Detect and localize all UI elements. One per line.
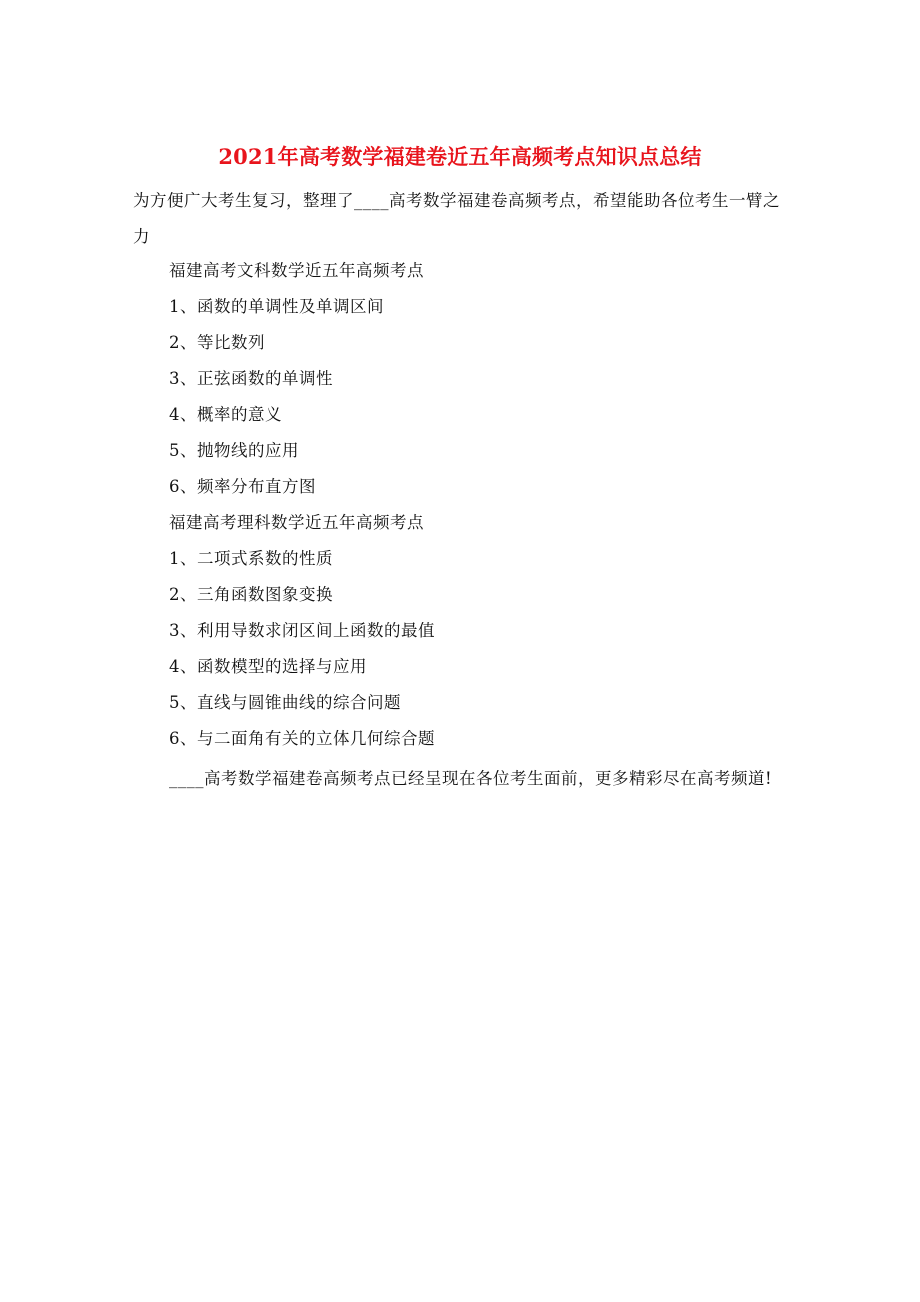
document-title: 2021年高考数学福建卷近五年高频考点知识点总结 [218,144,702,169]
science-item-5: 5、直线与圆锥曲线的综合问题 [169,693,401,712]
arts-item-2: 2、等比数列 [169,333,265,352]
science-section-heading: 福建高考理科数学近五年高频考点 [169,513,424,532]
arts-item-1: 1、函数的单调性及单调区间 [169,297,384,316]
arts-item-4: 4、概率的意义 [169,405,282,424]
science-item-3: 3、利用导数求闭区间上函数的最值 [169,621,435,640]
closing-paragraph: ____高考数学福建卷高频考点已经呈现在各位考生面前，更多精彩尽在高考频道! [169,769,773,788]
science-item-1: 1、二项式系数的性质 [169,549,333,568]
science-item-6: 6、与二面角有关的立体几何综合题 [169,729,435,748]
arts-item-5: 5、抛物线的应用 [169,441,299,460]
science-item-4: 4、函数模型的选择与应用 [169,657,367,676]
arts-item-3: 3、正弦函数的单调性 [169,369,333,388]
arts-item-6: 6、频率分布直方图 [169,477,316,496]
arts-section-heading: 福建高考文科数学近五年高频考点 [169,261,424,280]
science-item-2: 2、三角函数图象变换 [169,585,333,604]
intro-paragraph: 为方便广大考生复习，整理了____高考数学福建卷高频考点，希望能助各位考生一臂之力 [133,191,780,246]
